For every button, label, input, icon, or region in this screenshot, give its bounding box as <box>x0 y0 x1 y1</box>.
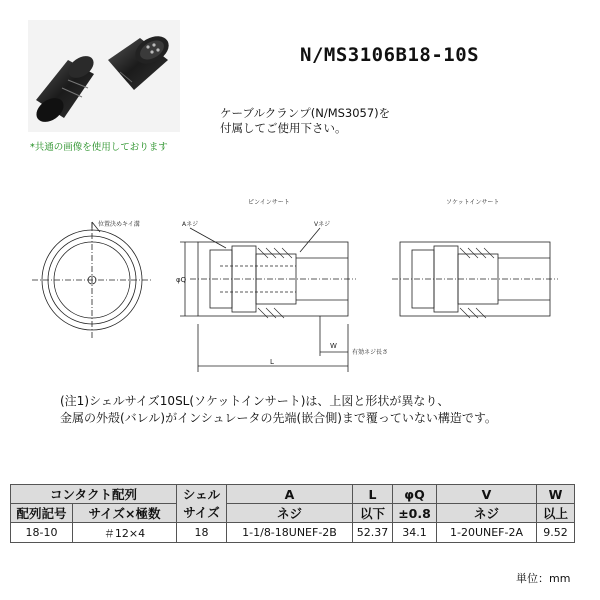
header-w-l2: 以上 <box>537 504 575 523</box>
page-title: N/MS3106B18-10S <box>300 44 480 66</box>
front-view-drawing <box>32 222 152 338</box>
label-q: φQ <box>176 276 187 284</box>
cable-clamp-note <box>220 106 390 136</box>
cable-clamp-note-line2: 付属してご使用下さい。 <box>220 121 347 135</box>
label-pin-insert: ピンインサート <box>248 199 290 206</box>
shell-size-note <box>60 393 497 427</box>
cell-q: 34.1 <box>393 523 437 543</box>
label-l: L <box>270 358 274 366</box>
label-v-thread: Vネジ <box>314 221 331 228</box>
header-v-l2: ネジ <box>437 504 537 523</box>
table-row <box>11 523 575 543</box>
label-socket-insert: ソケットインサート <box>446 199 500 206</box>
cell-l: 52.37 <box>353 523 393 543</box>
label-key-groove: 位置決めキイ溝 <box>98 221 140 228</box>
cell-w: 9.52 <box>537 523 575 543</box>
shell-size-note-line1: (注1)シェルサイズ10SL(ソケットインサート)は、上図と形状が異なり、 <box>60 394 450 408</box>
cell-a: 1-1/8-18UNEF-2B <box>227 523 353 543</box>
label-a-thread: Aネジ <box>182 221 199 228</box>
header-w-l1: W <box>537 485 575 504</box>
photo-caption: *共通の画像を使用しております <box>30 142 168 153</box>
unit-label: 単位：mm <box>516 572 571 585</box>
cell-shell: 18 <box>177 523 227 543</box>
cell-code: 18-10 <box>11 523 73 543</box>
header-shell-size: シェル サイズ <box>177 485 227 523</box>
socket-insert-side-view <box>392 242 558 318</box>
shell-size-note-line2: 金属の外殻(バレル)がインシュレータの先端(嵌合側)まで覆っていない構造です。 <box>60 411 497 425</box>
header-size-poles: サイズ×極数 <box>73 504 177 523</box>
technical-drawing <box>30 192 580 372</box>
pin-insert-side-view <box>180 228 356 372</box>
header-l-l1: L <box>353 485 393 504</box>
label-w: W <box>330 342 337 350</box>
header-a-l2: ネジ <box>227 504 353 523</box>
header-a-l1: A <box>227 485 353 504</box>
cable-clamp-note-line1: ケーブルクランプ(N/MS3057)を <box>220 106 391 120</box>
spec-table <box>10 484 575 543</box>
header-code: 配列記号 <box>11 504 73 523</box>
cell-v: 1-20UNEF-2A <box>437 523 537 543</box>
header-q-l2: ±0.8 <box>393 504 437 523</box>
header-l-l2: 以下 <box>353 504 393 523</box>
header-contact-arrangement: コンタクト配列 <box>11 485 177 504</box>
header-v-l1: V <box>437 485 537 504</box>
label-effective-thread: 有効ネジ長さ <box>352 349 389 356</box>
product-photo <box>28 20 180 132</box>
cell-size: ＃12×4 <box>73 523 177 543</box>
header-q-l1: φQ <box>393 485 437 504</box>
